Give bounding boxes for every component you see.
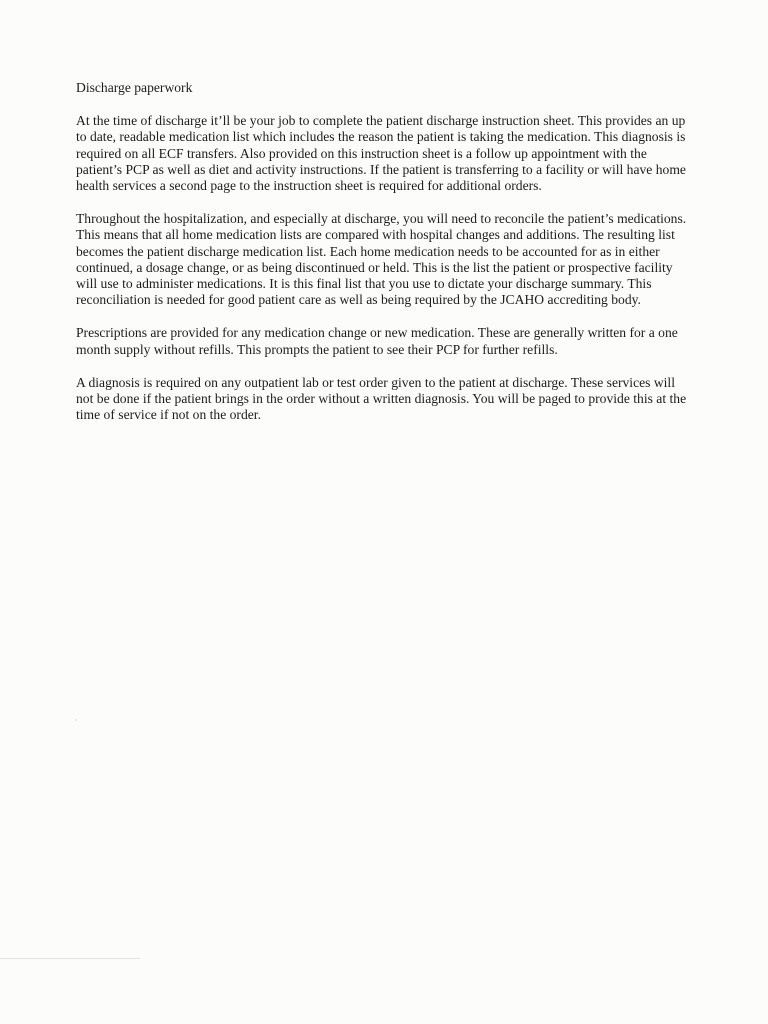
paragraph-medication-reconciliation: Throughout the hospitalization, and especially at discharge, you will need to reconcile the patient’s medications. This means that all home medication lists are compared with hospital changes and additions. The resulting list becomes the patient discharge medication list. Each home medication needs to be accounted for as in either continued, a dosage change, or as being discontinued or held. This is the list the patient or prospective facility will use to administer medications. It is this final list that you use to dictate your discharge summary. This reconciliation is needed for good patient care as well as being required by the JCAHO accrediting body. [76, 211, 687, 308]
scan-artifact-line [0, 958, 140, 959]
document-body [76, 80, 688, 440]
paragraph-discharge-instructions: At the time of discharge it’ll be your job to complete the patient discharge instruction sheet. This provides an up to date, readable medication list which includes the reason the patient is taking the medication. This diagnosis is required on all ECF transfers. Also provided on this instruction sheet is a follow up appointment with the patient’s PCP as well as diet and activity instructions. If the patient is transferring to a facility or will have home health services a second page to the instruction sheet is required for additional orders. [76, 113, 686, 194]
document-heading: Discharge paperwork [76, 80, 193, 95]
paragraph-prescriptions: Prescriptions are provided for any medication change or new medication. These are generally written for a one month supply without refills. This prompts the patient to see their PCP for further refills. [76, 325, 678, 357]
paragraph-outpatient-diagnosis: A diagnosis is required on any outpatient lab or test order given to the patient at discharge. These services will not be done if the patient brings in the order without a written diagnosis. You will be paged to provide this at the time of service if not on the order. [76, 374, 687, 423]
scan-artifact-dot [75, 719, 77, 721]
